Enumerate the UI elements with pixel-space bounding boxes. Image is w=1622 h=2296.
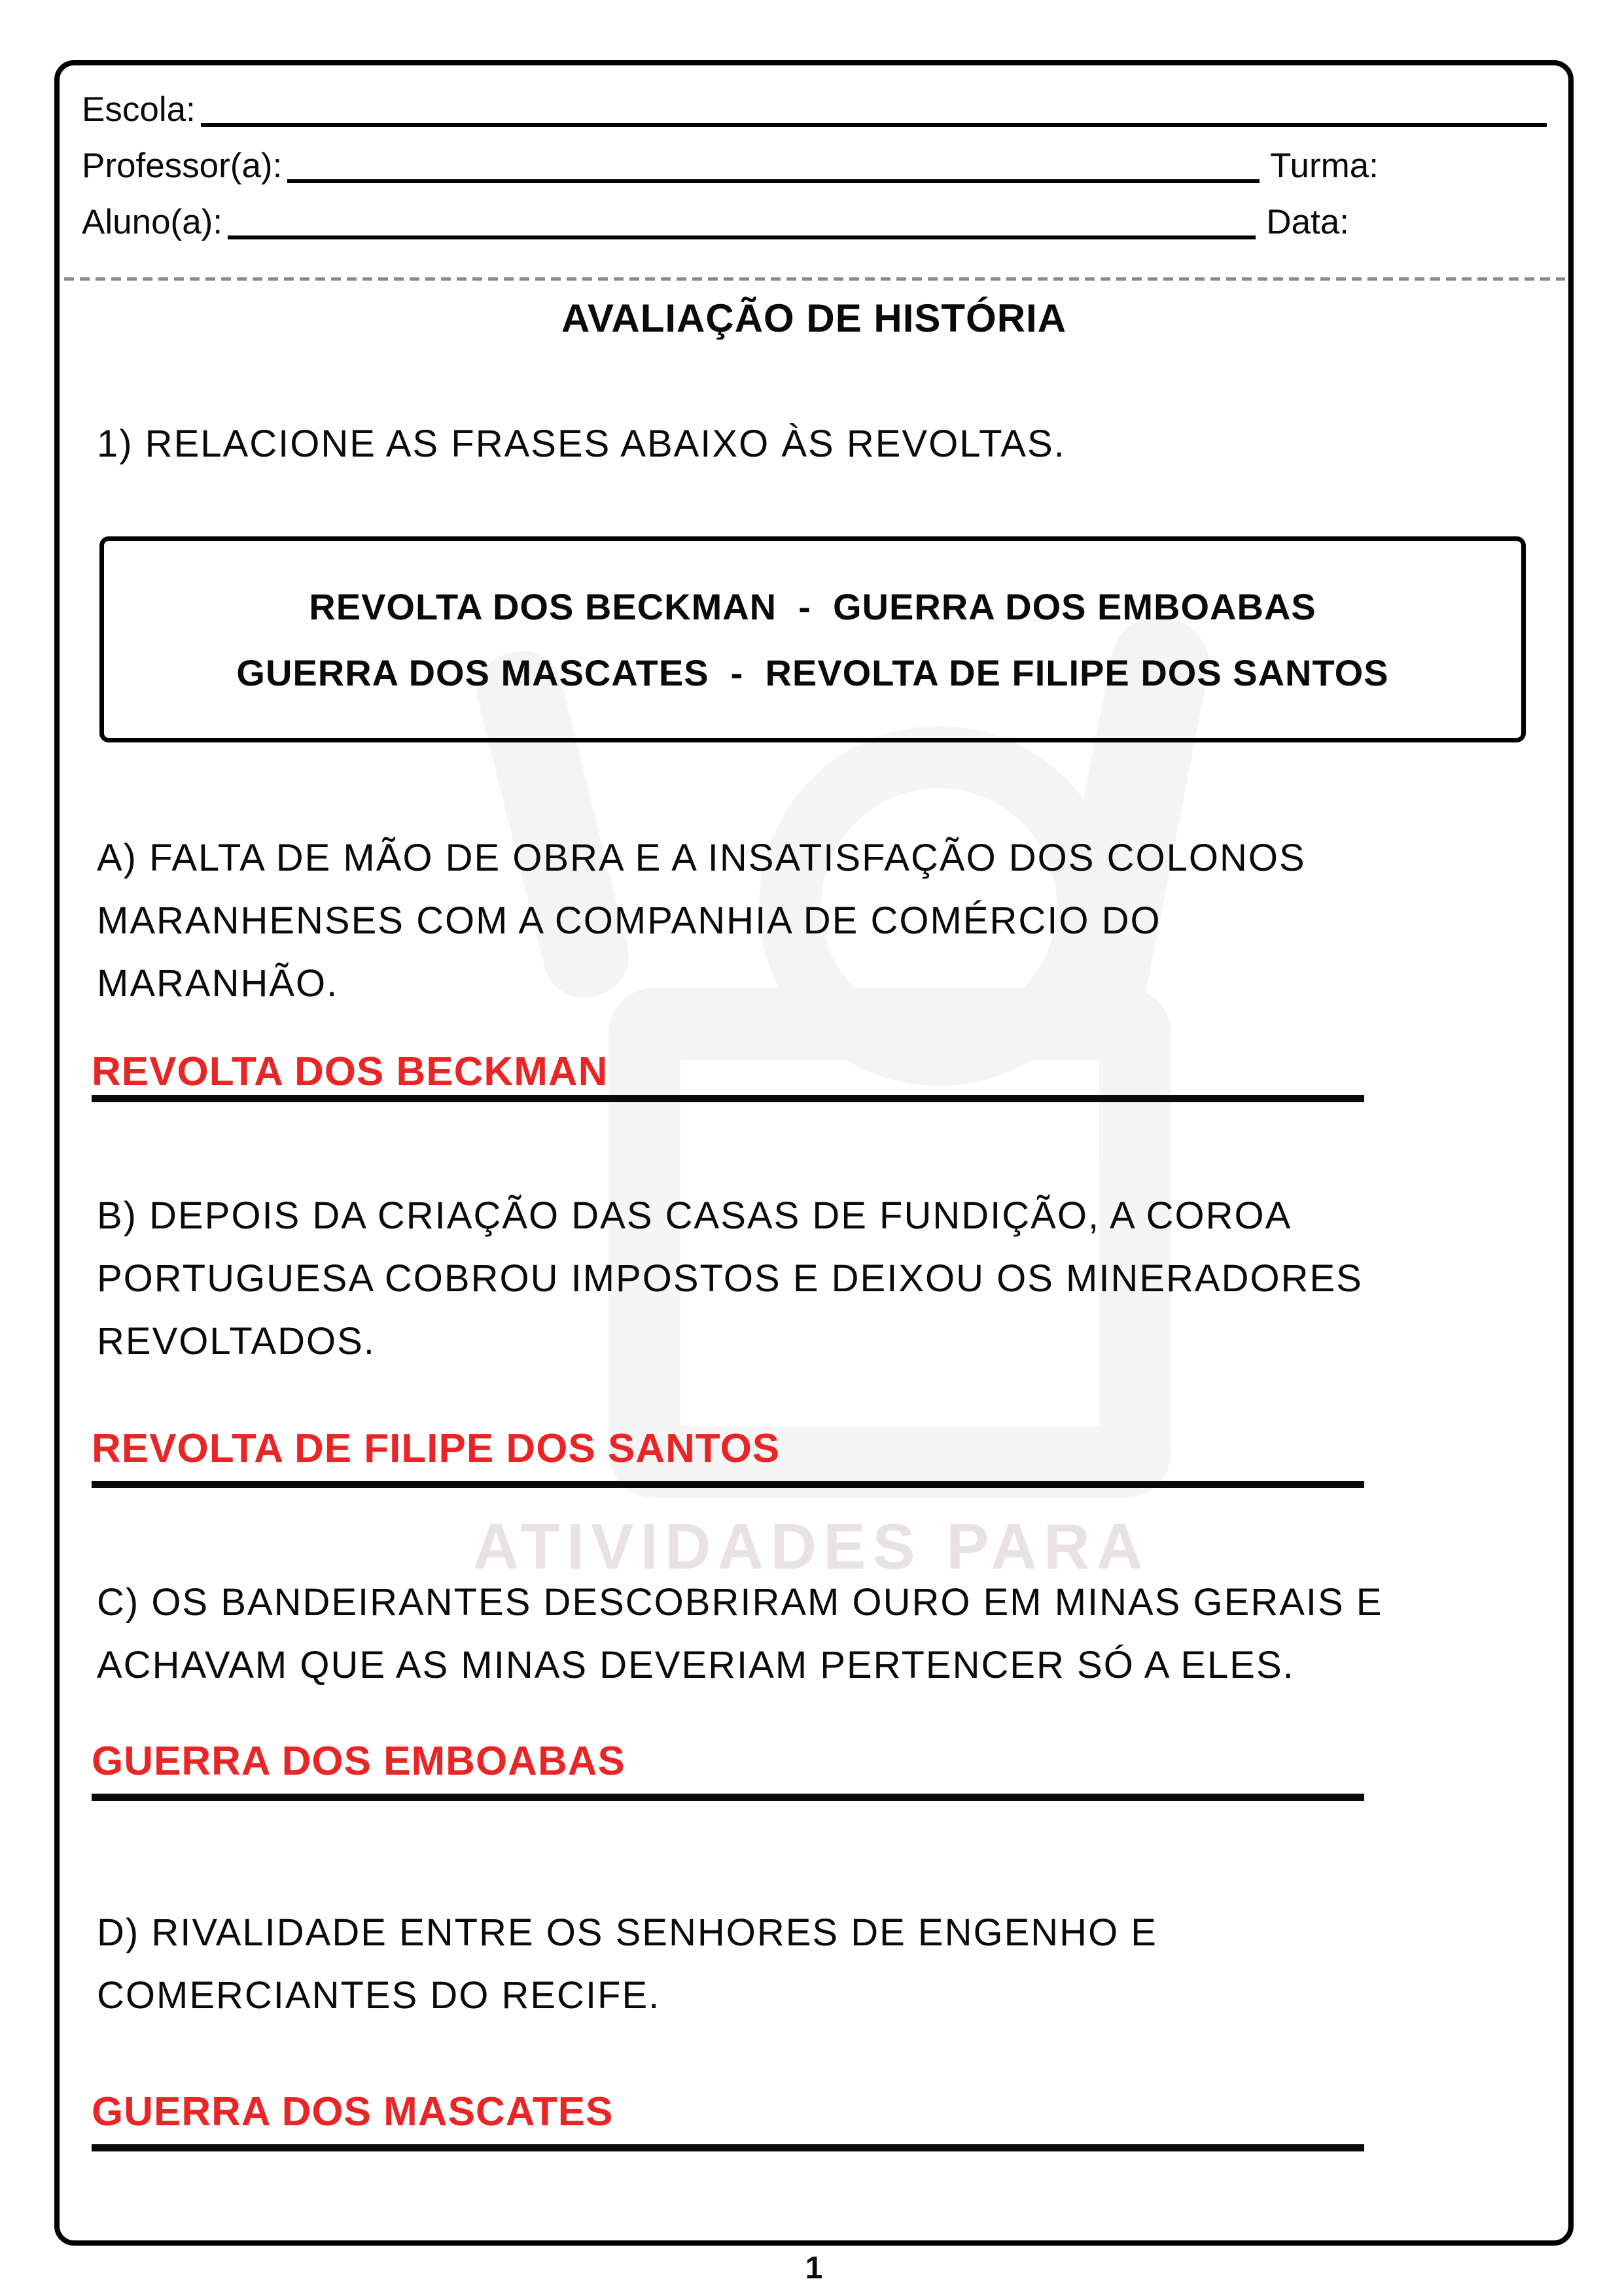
word-bank-line-2: GUERRA DOS MASCATES - REVOLTA DE FILIPE DOS SANTOS — [236, 652, 1389, 693]
date-label: Data: — [1266, 203, 1349, 241]
statement-a-line: A) FALTA DE MÃO DE OBRA E A INSATISFAÇÃO DOS COLONOS — [97, 837, 1306, 879]
statement-d-line: COMERCIANTES DO RECIFE. — [97, 1974, 661, 2017]
answer-d-write-line — [92, 2144, 1364, 2151]
statement-c-line: ACHAVAM QUE AS MINAS DEVERIAM PERTENCER SÓ A ELES. — [97, 1644, 1295, 1686]
school-label: Escola: — [82, 90, 196, 129]
word-bank-line-1: REVOLTA DOS BECKMAN - GUERRA DOS EMBOABAS — [309, 585, 1316, 627]
statement-d-line: D) RIVALIDADE ENTRE OS SENHORES DE ENGENHO E — [97, 1911, 1157, 1954]
page-number: 1 — [805, 2251, 823, 2286]
statement-a — [97, 827, 1306, 1015]
word-bank-box — [99, 536, 1526, 742]
answer-c-write-line — [92, 1794, 1364, 1801]
student-label: Aluno(a): — [82, 203, 223, 241]
class-label: Turma: — [1270, 147, 1379, 185]
statement-a-line: MARANHENSES COM A COMPANHIA DE COMÉRCIO DO — [97, 899, 1161, 942]
teacher-label: Professor(a): — [82, 147, 283, 185]
statement-d — [97, 1902, 1157, 2027]
statement-b — [97, 1185, 1363, 1373]
teacher-blank-line — [287, 173, 1260, 183]
student-blank-line — [228, 229, 1256, 239]
header-row-student — [82, 201, 1551, 242]
answer-c: GUERRA DOS EMBOABAS — [92, 1739, 626, 1784]
answer-d: GUERRA DOS MASCATES — [92, 2089, 614, 2134]
statement-c — [97, 1571, 1383, 1697]
header-row-school — [82, 89, 1551, 130]
answer-b-write-line — [92, 1481, 1364, 1488]
statement-b-line: B) DEPOIS DA CRIAÇÃO DAS CASAS DE FUNDIÇÃO, A COROA — [97, 1194, 1292, 1237]
statement-c-line: C) OS BANDEIRANTES DESCOBRIRAM OURO EM MINAS GERAIS E — [97, 1581, 1383, 1624]
school-blank-line — [201, 116, 1547, 127]
header-row-teacher — [82, 145, 1551, 186]
statement-a-line: MARANHÃO. — [97, 962, 339, 1005]
watermark-text: ATIVIDADES PARA — [472, 1510, 1150, 1582]
question-1-prompt: 1) RELACIONE AS FRASES ABAIXO ÀS REVOLTAS. — [97, 423, 1066, 465]
answer-a-write-line — [92, 1095, 1364, 1102]
statement-b-line: REVOLTADOS. — [97, 1320, 376, 1363]
answer-a: REVOLTA DOS BECKMAN — [92, 1049, 608, 1094]
dashed-divider — [64, 277, 1565, 281]
page-title: AVALIAÇÃO DE HISTÓRIA — [561, 296, 1067, 340]
answer-b: REVOLTA DE FILIPE DOS SANTOS — [92, 1426, 781, 1471]
statement-b-line: PORTUGUESA COBROU IMPOSTOS E DEIXOU OS MINERADORES — [97, 1257, 1363, 1300]
